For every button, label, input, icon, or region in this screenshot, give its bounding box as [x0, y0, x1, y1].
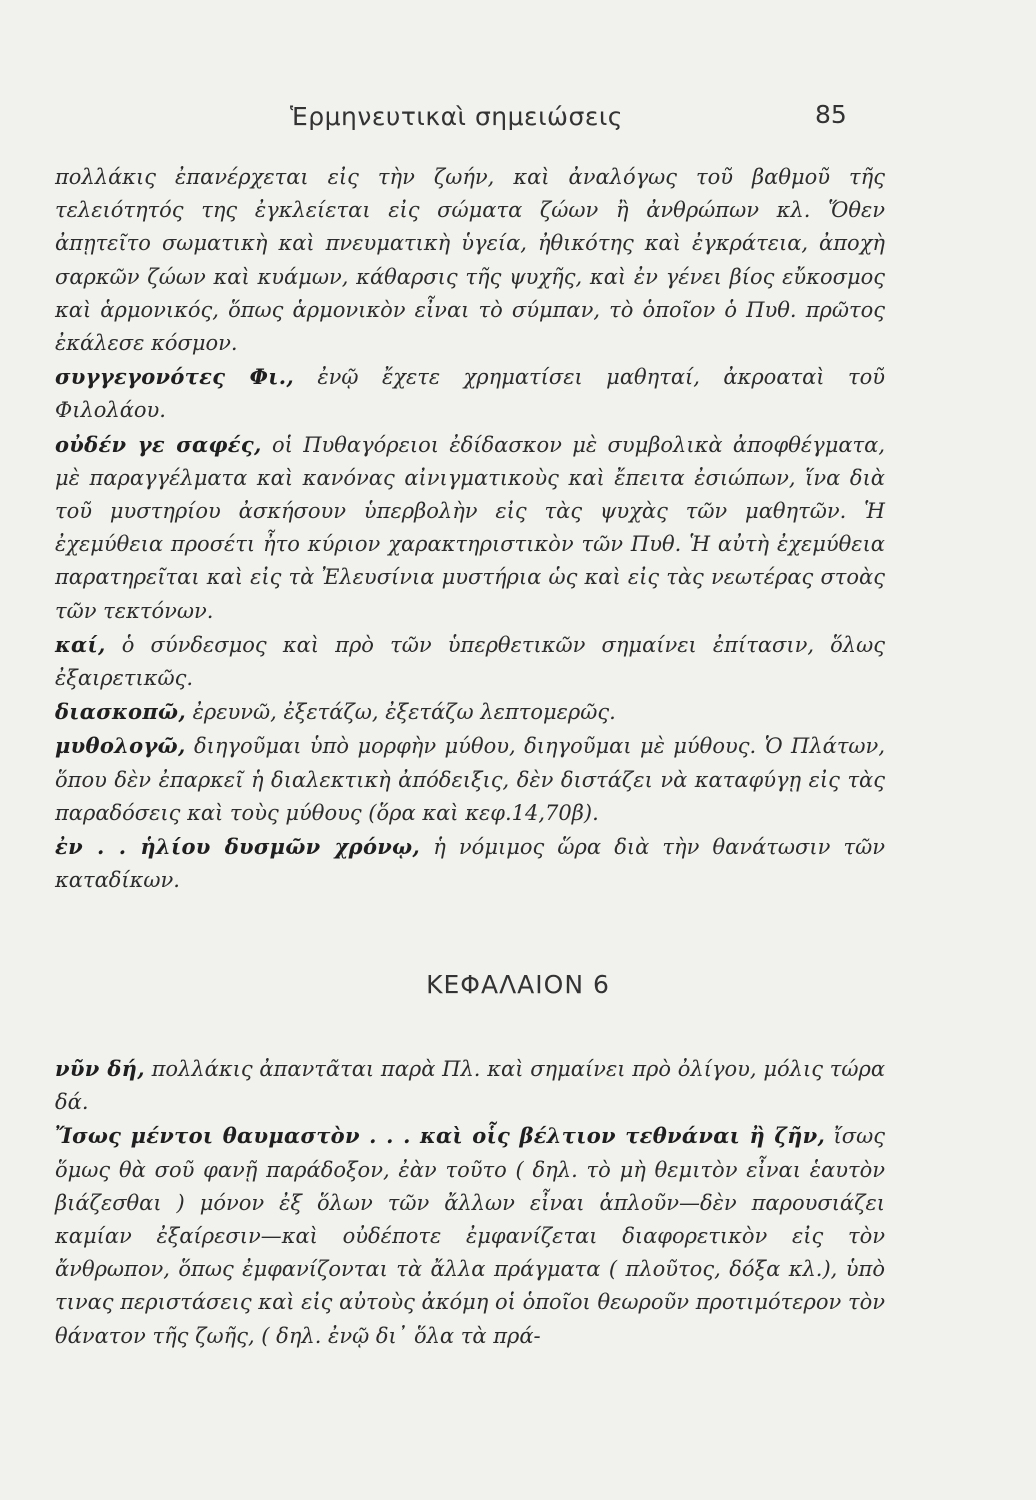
note-paragraph	[55, 1119, 885, 1352]
note-paragraph	[55, 830, 885, 897]
note-text: πολλάκις ἐπανέρχεται εἰς τὴν ζωήν, καὶ ἀναλόγως τοῦ βαθμοῦ τῆς τελειότητός της ἐγκλείεται εἰς σώματα ζώων ἢ ἀνθρώπων κλ. Ὅθεν ἀπῃτεῖτο σωματικὴ καὶ πνευματικὴ ὑγεία, ἠθικότης καὶ ἐγκράτεια, ἀποχὴ σαρκῶν ζώων καὶ κυάμων, κάθαρσις τῆς ψυχῆς, καὶ ἐν γένει βίος εὔκοσμος καὶ ἁρμονικός, ὅπως ἁρμονικὸν εἶναι τὸ σύμπαν, τὸ ὁποῖον ὁ Πυθ. πρῶτος ἐκάλεσε κόσμον.	[55, 165, 885, 356]
note-lemma: οὐδέν γε σαφές,	[55, 431, 262, 457]
note-text: πολλάκις ἀπαντᾶται παρὰ Πλ. καὶ σημαίνει πρὸ ὀλίγου, μόλις τώρα δά.	[55, 1057, 885, 1115]
note-lemma: νῦν δή,	[55, 1056, 145, 1081]
note-text: ἡ νόμιμος ὥρα διὰ τὴν θανάτωσιν τῶν καταδίκων.	[55, 835, 885, 893]
note-paragraph	[55, 628, 885, 695]
page-number: 85	[815, 100, 847, 129]
note-lemma: ἐν . . ἡλίου δυσμῶν χρόνῳ,	[55, 834, 421, 860]
note-text: διηγοῦμαι ὑπὸ μορφὴν μύθου, διηγοῦμαι μὲ μύθους. Ὁ Πλάτων, ὅπου δὲν ἐπαρκεῖ ἡ διαλεκτικὴ ἀπόδειξις, δὲν διστάζει νὰ καταφύγῃ εἰς τὰς παραδόσεις καὶ τοὺς μύθους (ὅρα καὶ κεφ.14,70β).	[55, 734, 885, 825]
running-head: Ἑρμηνευτικαὶ σημειώσεις	[290, 102, 623, 131]
note-paragraph	[55, 428, 885, 628]
note-text: ἐνῷ ἔχετε χρηματίσει μαθηταί, ἀκροαταὶ τοῦ Φιλολάου.	[55, 365, 885, 423]
note-text: οἱ Πυθαγόρειοι ἐδίδασκον μὲ συμβολικὰ ἀποφθέγματα, μὲ παραγγέλματα καὶ κανόνας αἰνιγματικοὺς καὶ ἔπειτα ἐσιώπων, ἵνα διὰ τοῦ μυστηρίου ἀσκήσουν ὑπερβολὴν εἰς τὰς ψυχὰς τῶν μαθητῶν. Ἡ ἐχεμύθεια προσέτι ἦτο κύριον χαρακτηριστικὸν τῶν Πυθ. Ἡ αὐτὴ ἐχεμύθεια παρατηρεῖται καὶ εἰς τὰ Ἐλευσίνια μυστήρια ὡς καὶ εἰς τὰς νεωτέρας στοὰς τῶν τεκτόνων.	[55, 432, 886, 623]
notes-block-2	[55, 1052, 885, 1353]
note-text: ἴσως ὅμως θὰ σοῦ φανῇ παράδοξον, ἐὰν τοῦτο ( δηλ. τὸ μὴ θεμιτὸν εἶναι ἑαυτὸν βιάζεσθαι ) μόνον ἐξ ὅλων τῶν ἄλλων εἶναι ἁπλοῦν—δὲν παρουσιάζει καμίαν ἐξαίρεσιν—καὶ οὐδέποτε ἐμφανίζεται διαφορετικὸν εἰς τὸν ἄνθρωπον, ὅπως ἐμφανίζονται τὰ ἄλλα πράγματα ( πλοῦτος, δόξα κλ.), ὑπὸ τινας περιστάσεις καὶ εἰς αὐτοὺς ἀκόμη οἱ ὁποῖοι θεωροῦν προτιμότερον τὸν θάνατον τῆς ζωῆς, ( δηλ. ἐνῷ δι᾽ ὅλα τὰ πρά-	[55, 1124, 886, 1348]
note-lemma: διασκοπῶ,	[55, 699, 186, 725]
note-paragraph	[55, 360, 885, 427]
chapter-heading: ΚΕΦΑΛΑΙΟΝ 6	[426, 970, 610, 999]
note-paragraph	[55, 695, 885, 729]
note-text: ἐρευνῶ, ἐξετάζω, ἐξετάζω λεπτομερῶς.	[185, 700, 616, 725]
note-paragraph	[55, 729, 885, 830]
note-paragraph	[55, 160, 885, 360]
note-lemma: Ἴσως μέντοι θαυμαστὸν . . . καὶ οἷς βέλτιον τεθνάναι ἢ ζῆν,	[55, 1123, 826, 1149]
page-header	[0, 100, 1036, 140]
note-lemma: συγγεγονότες Φι.,	[55, 364, 294, 390]
notes-block-1	[55, 160, 885, 897]
note-paragraph	[55, 1052, 885, 1119]
note-lemma: μυθολογῶ,	[55, 733, 186, 759]
note-text: ὁ σύνδεσμος καὶ πρὸ τῶν ὑπερθετικῶν σημαίνει ἐπίτασιν, ὅλως ἐξαιρετικῶς.	[55, 632, 885, 691]
note-lemma: καί,	[55, 631, 106, 657]
